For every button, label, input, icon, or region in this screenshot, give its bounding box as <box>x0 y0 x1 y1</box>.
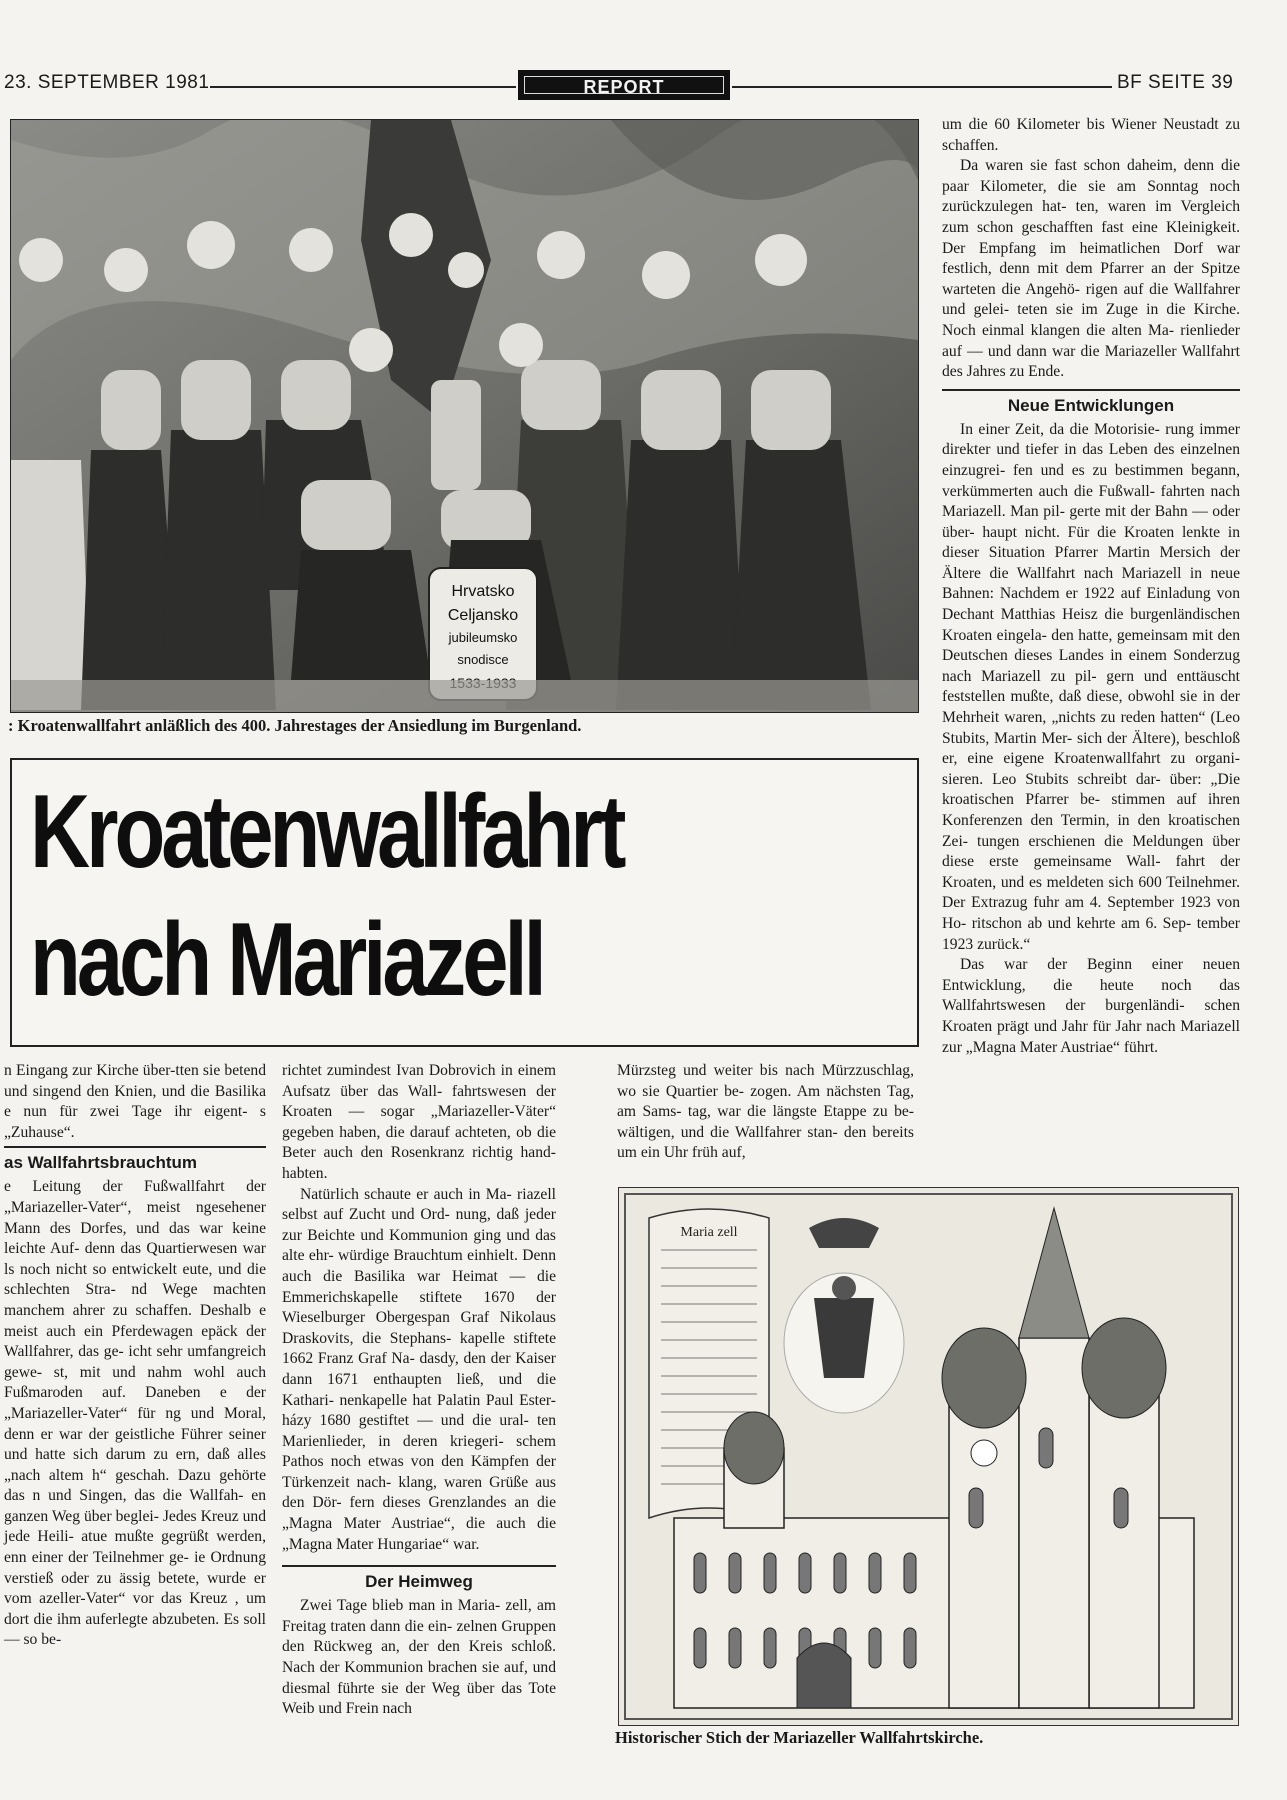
subheading-heimweg: Der Heimweg <box>282 1565 556 1594</box>
sign-line-3: jubileumsko <box>448 630 518 645</box>
headline-line-1: Kroatenwallfahrt <box>30 774 623 890</box>
group-photo <box>10 119 919 713</box>
engraving-caption: Historischer Stich der Mariazeller Wallfahrtskirche. <box>615 1728 984 1747</box>
article-column-1 <box>4 1061 266 1651</box>
sign-line-1: Hrvatsko <box>451 583 515 600</box>
paragraph: In einer Zeit, da die Motorisie- rung immer direkter und tiefer in das Leben des einzelnen einzugrei- fen und es zu bestimmen begann, verkümmerten auch die Fußwall- fahrten nach Mariazell. Man pil- gerte mit der Bahn — oder über- haupt nicht. Für die Kroaten lenkte in dieser Situation Pfarrer Martin Mersich der Ältere die Wallfahrt nach Mariazell in neue Bahnen: Nachdem er 1922 auf Einladung von Dechant Matthias Heisz die burgenländischen Kroaten eingela- den hatte, gemeinsam mit den Deutschen dieses Landes in einem Sonderzug nach Mariazell zu pil- gern und enttäuscht feststellen mußte, daß diese, obwohl sie in der Mehrheit waren, „nichts zu reden hatten“ (Leo Stubits, Martin Mer- sich der Ältere), beschloß er, eine eigene Kroatenwallfahrt zu organi- sieren. Leo Stubits schreibt dar- über: „Die kroatischen Pfarrer be- stimmen auf ihren Konferenzen den Termin, in den kroatischen Zei- tungen erschienen die Meldungen über diese erste gemeinsame Wall- fahrt der Kroaten, und es meldeten sich 600 Teilnehmer. Der Extrazug fuhr am 4. September 1923 von Ho- ritschon ab und kehrte am 6. Sep- tember 1923 zurück.“ <box>942 420 1240 953</box>
paragraph: richtet zumindest Ivan Dobrovich in einem Aufsatz über das Wall- fahrtswesen der Kroaten — sogar „Mariazeller-Väter“ gegeben haben, die darauf achteten, ob die Beter auch den Rosenkranz richtig hand- habten. <box>282 1062 556 1182</box>
paragraph: Natürlich schaute er auch in Ma- riazell selbst auf Zucht und Ord- nung, daß jeder zur Beichte und Kommunion ging und das alte ehr- würdige Brauchtum einhielt. Denn auch die Basilika war Heimat — die Emmerichskapelle stiftete 1670 der Wieselburger Obergespan Graf Nikolaus Draskovits, die Stephans- kapelle stiftete 1662 Franz Graf Na- dasdy, den der Kaiser dann 1671 enthaupten ließ, und die Kathari- nenkapelle hat Palatin Paul Ester- házy 1680 gestiftet — und die ural- ten Marienlieder, in deren kriegeri- schem Pathos noch etwas von den Kämpfen der Türkenzeit nach- klang, waren Grüße aus den Dör- fern dieses Grenzlandes an die „Magna Mater Austriae“, die auch die „Magna Mater Hungariae“ war. <box>282 1185 556 1553</box>
sign-line-2: Celjansko <box>447 607 519 624</box>
headline <box>30 768 622 1024</box>
article-column-3 <box>617 1061 914 1164</box>
paragraph: n Eingang zur Kirche über-tten sie betend und singend den Knien, und die Basilika e nun für zwei Tage ihr eigent- s „Zuhause“. <box>4 1062 266 1141</box>
paragraph: Da waren sie fast schon daheim, denn die paar Kilometer, die sie am Sonntag noch zurückzulegen hat- ten, waren im Vergleich zum schon geschafften fast eine Kleinigkeit. Der Empfang im heimatlichen Dorf war festlich, denn mit dem Pfarrer an der Spitze warteten die Angehö- rigen auf die Wallfahrer und gelei- teten sie im Zuge in die Kirche. Noch einmal klangen die alten Ma- rienlieder auf — und dann war die Mariazeller Wallfahrt des Jahres zu Ende. <box>942 157 1240 381</box>
headline-line-2: nach Mariazell <box>30 902 543 1018</box>
paragraph: Mürzsteg und weiter bis nach Mürzzuschlag, wo sie Quartier be- zogen. Am nächsten Tag, am Sams- tag, war die längste Etappe zu be- wältigen, und die Wallfahrer stan- den bereits um ein Uhr früh auf, <box>617 1062 914 1162</box>
church-engraving <box>618 1187 1239 1726</box>
photo-caption: : Kroatenwallfahrt anläßlich des 400. Jahrestages der Ansiedlung im Burgenland. <box>8 716 582 735</box>
paragraph: um die 60 Kilometer bis Wiener Neustadt zu schaffen. <box>942 116 1240 154</box>
article-column-4 <box>942 115 1240 1058</box>
headline-box <box>10 758 919 1047</box>
header-page-number: BF SEITE 39 <box>1117 72 1234 93</box>
article-column-2 <box>282 1061 556 1720</box>
paragraph: Das war der Beginn einer neuen Entwicklung, die heute noch das Wallfahrtswesen der burgenländi- schen Kroaten prägt und Jahr für Jahr nach Mariazell zur „Magna Mater Austriae“ führt. <box>942 956 1240 1056</box>
subheading-entwicklungen: Neue Entwicklungen <box>942 389 1240 418</box>
paragraph: Zwei Tage blieb man in Maria- zell, am Freitag traten dann die ein- zelnen Gruppen den Rückweg an, der den Kreis schloß. Nach der Kommunion brachen sie auf, und diesmal führte sie der Weg über das Tote Weib und Frein nach <box>282 1597 556 1718</box>
header-date: 23. SEPTEMBER 1981 <box>4 72 210 93</box>
sign-line-4: snodisce <box>457 652 509 667</box>
section-badge <box>518 70 730 100</box>
subheading-brauchtum: as Wallfahrtsbrauchtum <box>4 1146 266 1175</box>
section-label: REPORT <box>524 76 724 94</box>
paragraph: e Leitung der Fußwallfahrt der „Mariazeller-Vater“, meist ngesehener Mann des Dorfes, und das war keine leichte Auf- denn das Quartierwesen war ls noch nicht so entwickelt eute, und die schlechten Stra- nd Wege machten manchem ahrer zu schaffen. Deshalb e meist auch ein Pferdewagen epäck der Wallfahrer, das ge- icht sehr umfangreich gewe- st, mit und nahm wohl auch Fußmaroden auf. Daneben e der „Mariazeller-Vater“ für ng und Moral, denn er war der geistliche Führer seiner und hatte sich darum zu ern, daß alles „nach altem h“ geschah. Dazu gehörte das n und Singen, das die Wallfah- en ganzen Weg über beglei- Jedes Kreuz und jede Heili- atue mußte gegrüßt werden, enn einer der Teilnehmer ge- ie Ordnung verstieß oder zu ässig betete, wurde er vom azeller-Vater“ vor das Kreuz , um dort die ihm auferlegte abzubeten. Es soll — so be- <box>4 1178 266 1649</box>
header-rule-right <box>732 86 1112 88</box>
engraving-banner-text: Maria zell <box>680 1225 738 1240</box>
header-rule-left <box>210 86 516 88</box>
